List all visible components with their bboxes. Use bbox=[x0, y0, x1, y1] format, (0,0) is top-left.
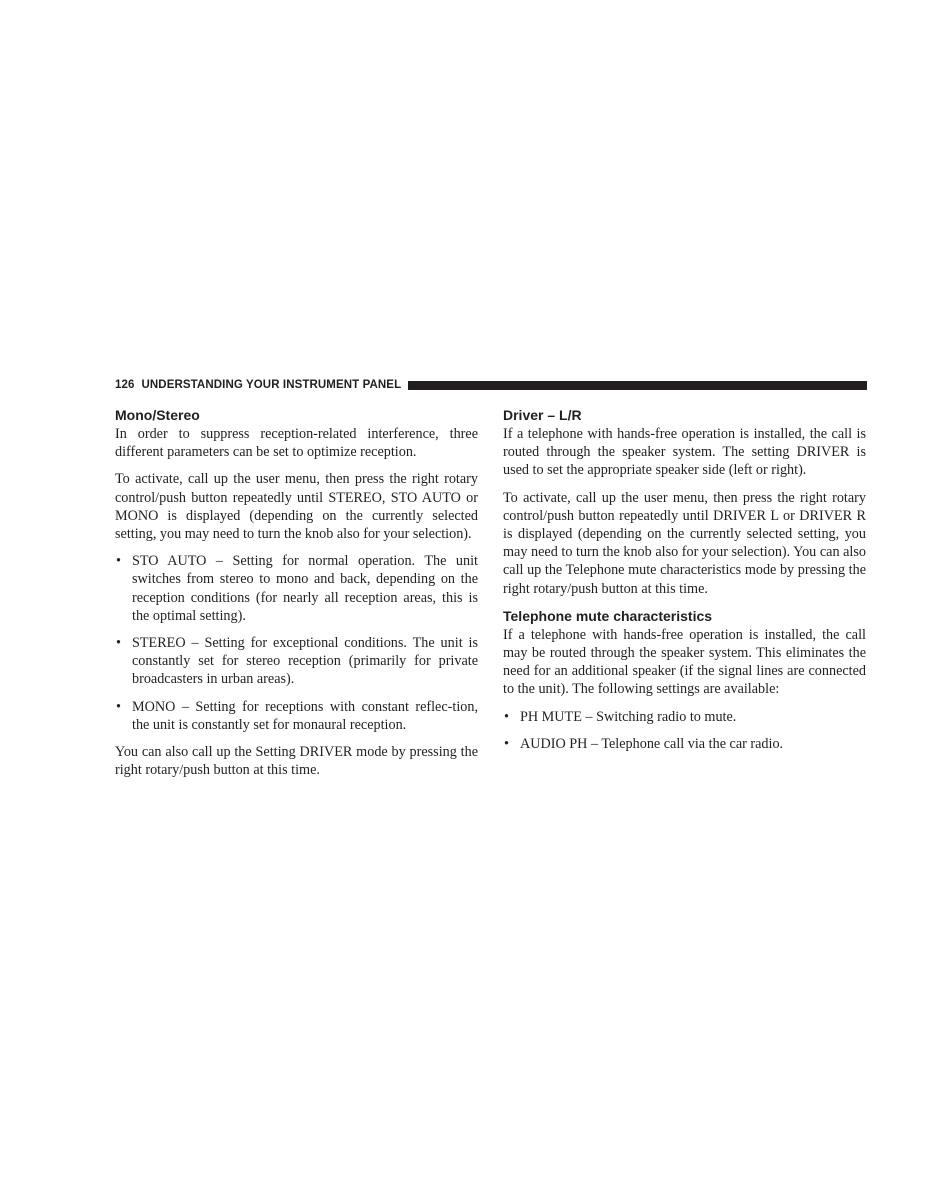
bullet-list bbox=[115, 552, 478, 734]
list-item bbox=[115, 698, 478, 734]
bullet-icon: • bbox=[116, 553, 121, 570]
right-column bbox=[503, 406, 866, 762]
bullet-icon: • bbox=[116, 698, 121, 715]
paragraph: You can also call up the Setting DRIVER mode by pressing the right rotary/push button at this time. bbox=[115, 744, 478, 779]
heading-driver-lr: Driver – L/R bbox=[503, 407, 582, 423]
list-item-text: PH MUTE – Switching radio to mute. bbox=[520, 708, 737, 725]
bullet-icon: • bbox=[504, 708, 509, 725]
page-number: 126 bbox=[115, 379, 135, 391]
list-item-text: MONO – Setting for receptions with constant reflec-tion, the unit is constantly set for monaural reception. bbox=[132, 698, 478, 733]
list-item-text: AUDIO PH – Telephone call via the car radio. bbox=[520, 735, 784, 752]
left-column bbox=[115, 406, 478, 788]
heading-telephone-mute: Telephone mute characteristics bbox=[503, 607, 713, 624]
paragraph: In order to suppress reception-related interference, three different parameters can be set to optimize reception. bbox=[115, 426, 478, 461]
header-rule bbox=[408, 381, 867, 390]
list-item bbox=[115, 552, 478, 625]
paragraph: To activate, call up the user menu, then press the right rotary control/push button repeatedly until STEREO, STO AUTO or MONO is displayed (depending on the currently selected setting, you may need to turn the knob also for your selection). bbox=[115, 471, 478, 543]
paragraph: If a telephone with hands-free operation is installed, the call is routed through the speaker system. The setting DRIVER is used to set the appropriate speaker side (left or right). bbox=[503, 426, 866, 479]
list-item-text: STEREO – Setting for exceptional conditions. The unit is constantly set for stereo reception (primarily for private broadcasters in urban areas). bbox=[132, 635, 478, 688]
bullet-icon: • bbox=[504, 735, 509, 752]
paragraph: To activate, call up the user menu, then press the right rotary control/push button repeatedly until DRIVER L or DRIVER R is displayed (depending on the currently selected setting, you may need to turn the knob also for your selection). You can also call up the Telephone mute characteristics mode by pressing the right rotary/push button at this time. bbox=[503, 489, 866, 597]
list-item-text: STO AUTO – Setting for normal operation. The unit switches from stereo to mono and back, depending on the reception conditions (for nearly all reception areas, this is the optimal setting). bbox=[132, 553, 478, 624]
list-item bbox=[503, 735, 866, 753]
bullet-icon: • bbox=[116, 635, 121, 652]
heading-mono-stereo: Mono/Stereo bbox=[115, 407, 200, 423]
bullet-list bbox=[503, 708, 866, 753]
section-title: UNDERSTANDING YOUR INSTRUMENT PANEL bbox=[141, 379, 402, 391]
list-item bbox=[503, 708, 866, 726]
paragraph: If a telephone with hands-free operation is installed, the call may be routed through the speaker system. This eliminates the need for an additional speaker (if the signal lines are connected to the unit). The following settings are available: bbox=[503, 626, 866, 698]
list-item bbox=[115, 634, 478, 689]
page-header bbox=[115, 378, 867, 392]
